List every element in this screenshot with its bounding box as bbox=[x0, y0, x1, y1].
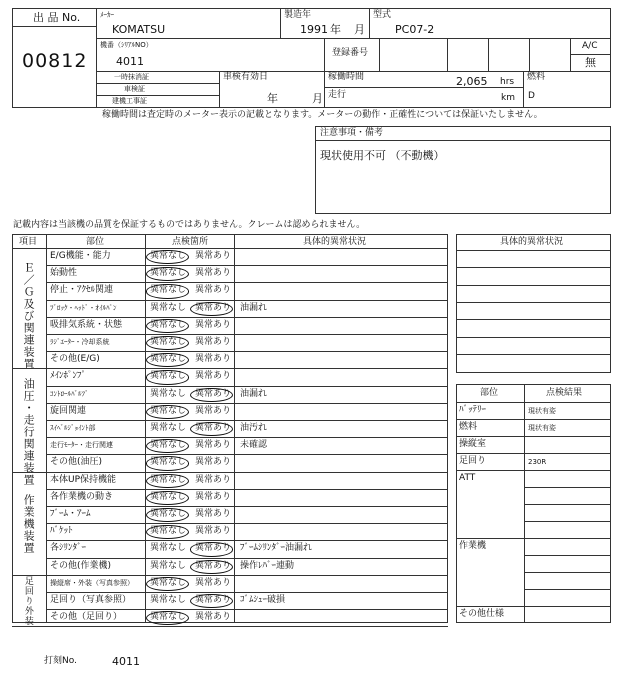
circle-abnormal-mark bbox=[190, 302, 233, 316]
circle-normal-mark bbox=[146, 319, 189, 333]
insp-year-unit: 年 bbox=[267, 92, 278, 105]
result-part: 作業機 bbox=[459, 541, 487, 551]
row-part: 各作業機の動き bbox=[50, 491, 114, 502]
disclaimer: 記載内容は当該機の品質を保証するものではありません。クレームは認められません。 bbox=[13, 220, 366, 230]
temp-permit-label: 一時抹消証 bbox=[114, 73, 149, 81]
header-category: 項目 bbox=[19, 237, 38, 247]
abnormal-option: 異常あり bbox=[195, 388, 232, 399]
row-part: 吸排気系統・状態 bbox=[50, 319, 123, 330]
stamp-label: 打刻No. bbox=[44, 656, 77, 666]
abnormal-option: 異常あり bbox=[195, 612, 232, 623]
abnormal-option: 異常あり bbox=[195, 405, 232, 416]
abnormal-option: 異常あり bbox=[195, 285, 232, 296]
distance-unit: km bbox=[501, 93, 515, 103]
right-part-header: 部位 bbox=[480, 388, 499, 398]
maker-value: KOMATSU bbox=[112, 23, 166, 36]
model-label: 型式 bbox=[373, 10, 392, 20]
result-part: 足回り bbox=[459, 456, 487, 466]
insp-month-unit: 月 bbox=[312, 92, 323, 105]
result-part: ﾊﾞｯﾃﾘｰ bbox=[459, 405, 487, 415]
normal-option: 異常なし bbox=[150, 388, 187, 399]
row-part: ｺﾝﾄﾛｰﾙﾊﾞﾙﾌﾞ bbox=[50, 389, 89, 398]
fuel-label: 燃料 bbox=[527, 72, 546, 82]
circle-normal-mark bbox=[146, 284, 189, 298]
row-detail: 油汚れ bbox=[240, 423, 268, 433]
row-part: 停止・ｱｸｾﾙ関連 bbox=[50, 285, 114, 296]
normal-option: 異常なし bbox=[150, 371, 187, 382]
normal-option: 異常なし bbox=[150, 491, 187, 502]
normal-option: 異常なし bbox=[150, 337, 187, 347]
abnormal-option: 異常あり bbox=[195, 543, 232, 554]
normal-option: 異常なし bbox=[150, 440, 187, 451]
section-work: 作業機装置 bbox=[22, 494, 36, 554]
header-check: 点検箇所 bbox=[172, 237, 209, 247]
row-part: 足回り（写真参照） bbox=[50, 595, 132, 605]
abnormal-option: 異常あり bbox=[195, 354, 232, 365]
circle-normal-mark bbox=[146, 474, 189, 488]
section-undercarriage: 足回り外装 bbox=[22, 576, 33, 626]
year-unit: 年 bbox=[330, 23, 341, 36]
section-eg: Ｅ／Ｇ及び関連装置 bbox=[22, 262, 36, 370]
vehicle-cert-label: 車検証 bbox=[124, 85, 145, 93]
notes-text: 現状使用不可 （不動機） bbox=[320, 149, 445, 162]
abnormal-option: 異常あり bbox=[195, 371, 232, 382]
normal-option: 異常なし bbox=[150, 509, 187, 519]
row-part: ﾗｼﾞｴｰﾀｰ・冷却系統 bbox=[50, 338, 110, 346]
normal-option: 異常なし bbox=[150, 251, 187, 261]
row-detail: ｺﾞﾑｼｭｰ破損 bbox=[240, 595, 286, 605]
row-part: 操縦席・外装（写真参照） bbox=[50, 578, 134, 587]
heavy-cert-label: 建機工事証 bbox=[112, 97, 147, 105]
row-detail: ﾌﾞｰﾑｼﾘﾝﾀﾞｰ油漏れ bbox=[240, 543, 313, 554]
normal-option: 異常なし bbox=[150, 612, 187, 623]
hours-value: 2,065 bbox=[456, 75, 488, 88]
circle-normal-mark bbox=[146, 577, 189, 591]
row-part: ﾌﾞｰﾑ・ｱｰﾑ bbox=[50, 509, 91, 519]
notes-label: 注意事項・備考 bbox=[320, 128, 384, 138]
result-part: 操縦室 bbox=[459, 439, 487, 449]
circle-normal-mark bbox=[146, 491, 189, 505]
circle-abnormal-mark bbox=[190, 560, 233, 574]
result-part: ATT bbox=[459, 473, 476, 483]
section-hydraulic: 油圧・走行関連装置 bbox=[22, 378, 36, 486]
normal-option: 異常なし bbox=[150, 405, 187, 416]
row-detail: 操作ﾚﾊﾞｰ連動 bbox=[240, 560, 295, 571]
maker-label: ﾒｰｶｰ bbox=[100, 11, 114, 19]
ac-value: 無 bbox=[585, 56, 596, 69]
abnormal-option: 異常あり bbox=[195, 251, 232, 261]
hours-label: 稼働時間 bbox=[328, 72, 365, 82]
normal-option: 異常なし bbox=[150, 474, 187, 485]
row-part: ﾊﾞｹｯﾄ bbox=[50, 526, 73, 537]
row-part: 各ｼﾘﾝﾀﾞｰ bbox=[50, 543, 87, 554]
circle-abnormal-mark bbox=[190, 542, 233, 556]
result-part: 燃料 bbox=[459, 422, 478, 432]
abnormal-option: 異常あり bbox=[195, 577, 232, 588]
normal-option: 異常なし bbox=[150, 526, 187, 537]
fuel-value: D bbox=[528, 91, 535, 101]
circle-normal-mark bbox=[146, 456, 189, 470]
abnormal-option: 異常あり bbox=[195, 423, 232, 433]
result-value: 現状有姿 bbox=[528, 407, 556, 415]
abnormal-option: 異常あり bbox=[195, 268, 232, 279]
normal-option: 異常なし bbox=[150, 319, 187, 330]
abnormal-option: 異常あり bbox=[195, 560, 232, 571]
normal-option: 異常なし bbox=[150, 560, 187, 571]
row-part: 本体UP保持機能 bbox=[50, 474, 117, 485]
right-result-header: 点検結果 bbox=[546, 388, 583, 398]
row-part: ｽｲﾍﾞﾙｼﾞｮｲﾝﾄ部 bbox=[50, 424, 96, 432]
inspection-label: 車検有効日 bbox=[223, 72, 269, 82]
serial-value: 4011 bbox=[116, 55, 144, 68]
normal-option: 異常なし bbox=[150, 457, 187, 468]
header-detail: 具体的異常状況 bbox=[303, 237, 367, 247]
result-value: 現状有姿 bbox=[528, 424, 556, 432]
row-detail: 未確認 bbox=[240, 440, 268, 451]
row-part: その他(油圧) bbox=[50, 457, 103, 468]
right-detail-header: 具体的異常状況 bbox=[500, 237, 564, 247]
distance-label: 走行 bbox=[328, 90, 347, 100]
ac-label: A/C bbox=[582, 41, 598, 51]
row-part: 旋回関連 bbox=[50, 405, 87, 416]
serial-label: 機番（ｼﾘｱﾙNO） bbox=[100, 41, 153, 49]
row-part: 始動性 bbox=[50, 268, 78, 279]
hours-note: 稼働時間は査定時のメーター表示の記載となります。メーターの動作・正確性については保証いたしません。 bbox=[102, 110, 543, 120]
month-unit: 月 bbox=[354, 23, 365, 36]
abnormal-option: 異常あり bbox=[195, 457, 232, 468]
normal-option: 異常なし bbox=[150, 354, 187, 365]
normal-option: 異常なし bbox=[150, 543, 187, 554]
normal-option: 異常なし bbox=[150, 268, 187, 279]
stamp-value: 4011 bbox=[112, 655, 140, 668]
header-part: 部位 bbox=[86, 237, 105, 247]
year-label: 製造年 bbox=[284, 10, 312, 20]
circle-normal-mark bbox=[146, 405, 189, 419]
row-part: その他（足回り） bbox=[50, 612, 123, 623]
lot-number: 00812 bbox=[22, 50, 88, 72]
row-part: 走行ﾓｰﾀｰ・走行関連 bbox=[50, 441, 113, 450]
abnormal-option: 異常あり bbox=[195, 595, 232, 605]
abnormal-option: 異常あり bbox=[195, 302, 232, 313]
hours-unit: hrs bbox=[500, 77, 515, 87]
abnormal-option: 異常あり bbox=[195, 337, 232, 347]
row-detail: 油漏れ bbox=[240, 302, 268, 313]
row-part: その他(作業機) bbox=[50, 560, 112, 571]
normal-option: 異常なし bbox=[150, 285, 187, 296]
row-part: ﾒｲﾝﾎﾟﾝﾌﾟ bbox=[50, 371, 87, 382]
year-value: 1991 bbox=[300, 23, 328, 36]
row-part: ﾌﾞﾛｯｸ・ﾍｯﾄﾞ・ｵｲﾙﾊﾟﾝ bbox=[50, 303, 117, 312]
abnormal-option: 異常あり bbox=[195, 509, 232, 519]
model-value: PC07-2 bbox=[395, 23, 435, 36]
row-part: E/G機能・能力 bbox=[50, 251, 111, 261]
abnormal-option: 異常あり bbox=[195, 474, 232, 485]
abnormal-option: 異常あり bbox=[195, 440, 232, 451]
result-part: その他仕様 bbox=[459, 609, 505, 619]
row-part: その他(E/G) bbox=[50, 354, 100, 365]
normal-option: 異常なし bbox=[150, 577, 187, 588]
circle-normal-mark bbox=[146, 611, 189, 625]
result-value: 230R bbox=[528, 458, 547, 466]
reg-label: 登録番号 bbox=[332, 48, 369, 58]
abnormal-option: 異常あり bbox=[195, 319, 232, 330]
abnormal-option: 異常あり bbox=[195, 526, 232, 537]
abnormal-option: 異常あり bbox=[195, 491, 232, 502]
lot-label: 出 品 No. bbox=[33, 11, 81, 24]
circle-normal-mark bbox=[146, 370, 189, 384]
circle-abnormal-mark bbox=[190, 388, 233, 402]
normal-option: 異常なし bbox=[150, 423, 187, 433]
row-detail: 油漏れ bbox=[240, 388, 268, 399]
normal-option: 異常なし bbox=[150, 302, 187, 313]
normal-option: 異常なし bbox=[150, 595, 187, 605]
